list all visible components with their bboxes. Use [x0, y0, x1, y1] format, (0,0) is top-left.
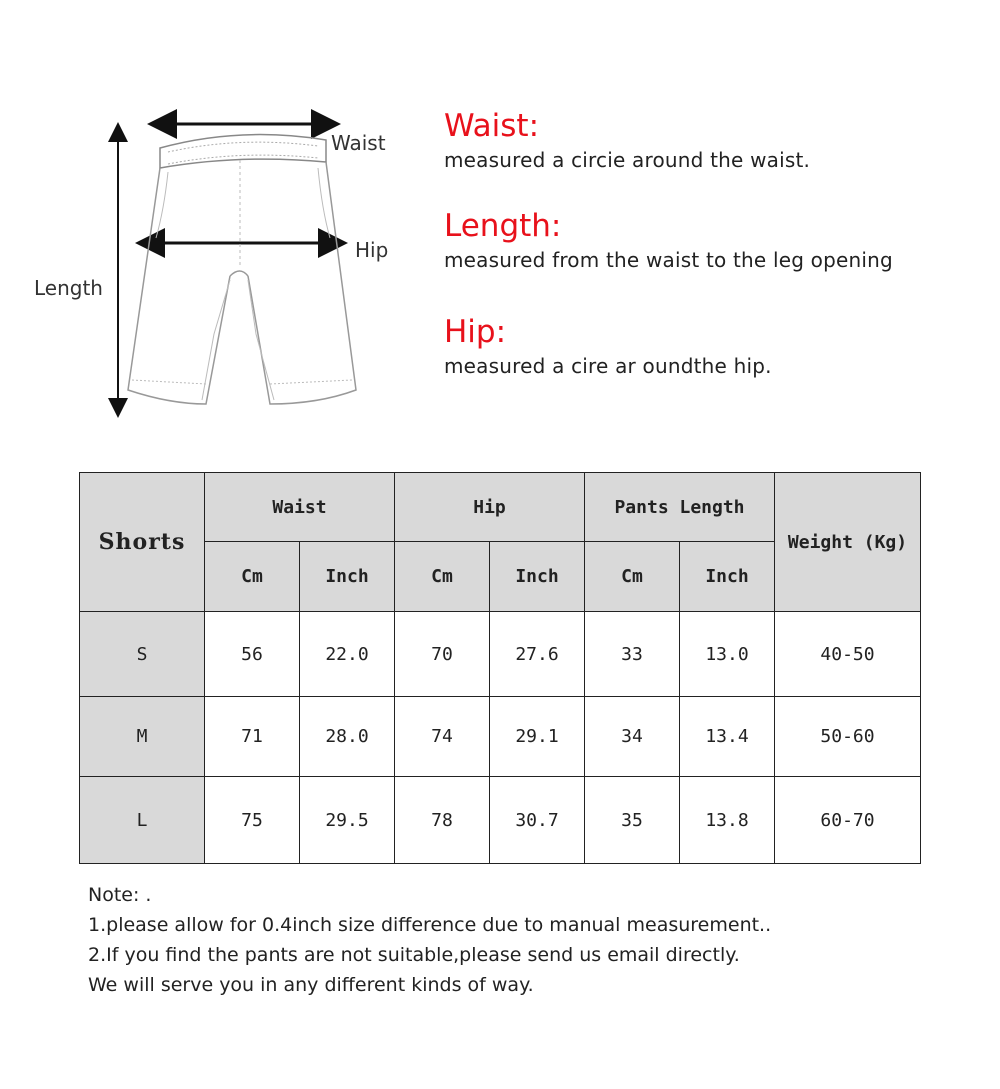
shorts-outline-illustration: [0, 0, 430, 430]
waist-inch-cell: 29.5: [300, 777, 395, 864]
waist-cm-header: Cm: [205, 542, 300, 612]
size-chart-table: [79, 472, 921, 864]
size-cell: M: [80, 697, 205, 777]
definition-title: Length:: [444, 208, 562, 244]
length-diagram-label: Length: [34, 276, 103, 300]
waist-inch-header: Inch: [300, 542, 395, 612]
length-inch-header: Inch: [680, 542, 775, 612]
definition-description: measured from the waist to the leg opening: [444, 248, 893, 272]
length-cm-cell: 35: [585, 777, 680, 864]
definition-title: Waist:: [444, 108, 540, 144]
weight-cell: 40-50: [775, 612, 921, 697]
length-cm-cell: 34: [585, 697, 680, 777]
note-line: 1.please allow for 0.4inch size difference due to manual measurement..: [88, 914, 772, 936]
length-cm-cell: 33: [585, 612, 680, 697]
length-inch-cell: 13.4: [680, 697, 775, 777]
notes-heading: Note: .: [88, 884, 152, 906]
table-row: [80, 697, 921, 777]
hip-inch-header: Inch: [490, 542, 585, 612]
header-row-groups: [80, 473, 921, 542]
note-line: 2.If you find the pants are not suitable,please send us email directly.: [88, 944, 740, 966]
size-cell: L: [80, 777, 205, 864]
weight-header: Weight (Kg): [775, 473, 921, 612]
hip-inch-cell: 27.6: [490, 612, 585, 697]
waist-cm-cell: 71: [205, 697, 300, 777]
length-inch-cell: 13.0: [680, 612, 775, 697]
weight-cell: 50-60: [775, 697, 921, 777]
hip-inch-cell: 30.7: [490, 777, 585, 864]
waist-group-header: Waist: [205, 473, 395, 542]
hip-cm-cell: 74: [395, 697, 490, 777]
hip-group-header: Hip: [395, 473, 585, 542]
waist-cm-cell: 56: [205, 612, 300, 697]
hip-cm-cell: 78: [395, 777, 490, 864]
size-cell: S: [80, 612, 205, 697]
waist-definition: [444, 108, 810, 172]
definition-description: measured a cire ar oundthe hip.: [444, 354, 772, 378]
shorts-diagram: [0, 0, 430, 430]
hip-cm-cell: 70: [395, 612, 490, 697]
table-row: [80, 612, 921, 697]
waist-inch-cell: 28.0: [300, 697, 395, 777]
hip-cm-header: Cm: [395, 542, 490, 612]
definition-description: measured a circie around the waist.: [444, 148, 811, 172]
hip-diagram-label: Hip: [355, 238, 389, 262]
waist-cm-cell: 75: [205, 777, 300, 864]
table-row: [80, 777, 921, 864]
notes-section: [88, 880, 968, 1000]
waist-diagram-label: Waist: [331, 131, 386, 155]
length-inch-cell: 13.8: [680, 777, 775, 864]
length-definition: [444, 208, 893, 272]
weight-cell: 60-70: [775, 777, 921, 864]
shorts-corner-header: Shorts: [80, 473, 205, 612]
hip-inch-cell: 29.1: [490, 697, 585, 777]
waist-inch-cell: 22.0: [300, 612, 395, 697]
length-cm-header: Cm: [585, 542, 680, 612]
note-line: We will serve you in any different kinds of way.: [88, 974, 534, 996]
pants-length-group-header: Pants Length: [585, 473, 775, 542]
definition-title: Hip:: [444, 314, 507, 350]
hip-definition: [444, 314, 772, 378]
